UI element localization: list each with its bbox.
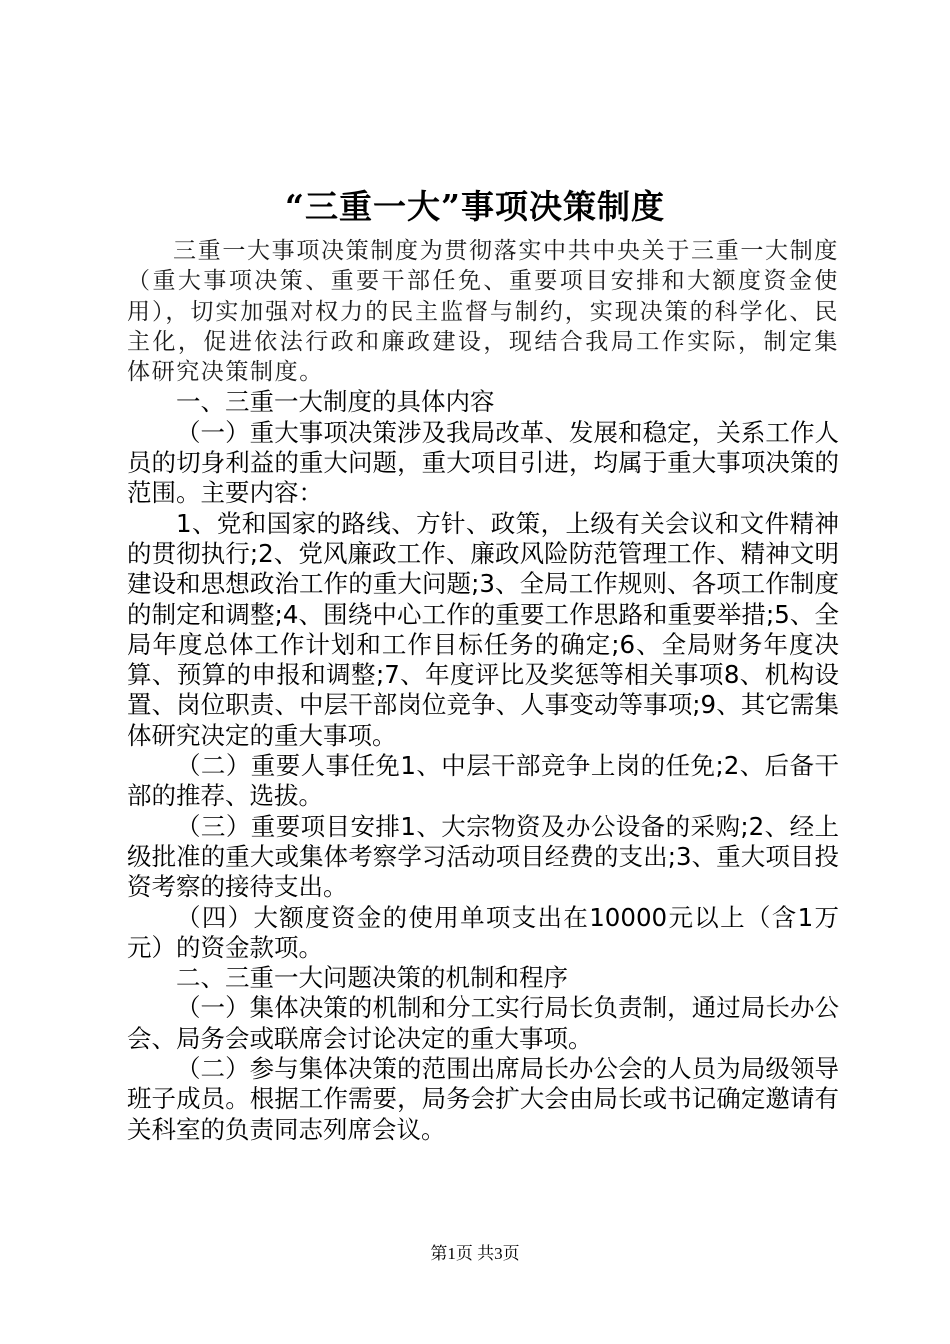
intro-paragraph: 三重一大事项决策制度为贯彻落实中共中央关于三重一大制度（重大事项决策、重要干部任免、重要项目安排和大额度资金使用），切实加强对权力的民主监督与制约，实现决策的科学化、民主化，促进依法行政和廉政建设，现结合我局工作实际，制定集体研究决策制度。 (127, 238, 839, 386)
section-heading-1: 一、三重一大制度的具体内容 (176, 387, 495, 417)
paragraph-personnel: （二）重要人事任免1、中层干部竞争上岗的任免;2、后备干部的推荐、选拔。 (127, 751, 839, 811)
document-title: “三重一大”事项决策制度 (285, 187, 665, 226)
paragraph-participants: （二）参与集体决策的范围出席局长办公会的人员为局级领导班子成员。根据工作需要，局务会扩大会由局长或书记确定邀请有关科室的负责同志列席会议。 (127, 1054, 839, 1144)
paragraph-mechanism: （一）集体决策的机制和分工实行局长负责制，通过局长办公会、局务会或联席会讨论决定的重大事项。 (127, 993, 839, 1053)
section-heading-2: 二、三重一大问题决策的机制和程序 (176, 963, 568, 993)
document-body (127, 236, 839, 1145)
paragraph-major-decisions: （一）重大事项决策涉及我局改革、发展和稳定，关系工作人员的切身利益的重大问题，重大项目引进，均属于重大事项决策的范围。主要内容： (127, 417, 839, 508)
paragraph-projects: （三）重要项目安排1、大宗物资及办公设备的采购;2、经上级批准的重大或集体考察学习活动项目经费的支出;3、重大项目投资考察的接待支出。 (127, 811, 839, 902)
paragraph-funds: （四）大额度资金的使用单项支出在10000元以上（含1万元）的资金款项。 (127, 902, 839, 962)
page-footer: 第1页 共3页 (430, 1244, 520, 1263)
paragraph-decision-items: 1、党和国家的路线、方针、政策，上级有关会议和文件精神的贯彻执行;2、党风廉政工作、廉政风险防范管理工作、精神文明建设和思想政治工作的重大问题;3、全局工作规则、各项工作制度的制定和调整;4、围绕中心工作的重要工作思路和重要举措;5、全局年度总体工作计划和工作目标任务的确定;6、全局财务年度决算、预算的申报和调整;7、年度评比及奖惩等相关事项8、机构设置、岗位职责、中层干部岗位竞争、人事变动等事项;9、其它需集体研究决定的重大事项。 (127, 508, 839, 750)
